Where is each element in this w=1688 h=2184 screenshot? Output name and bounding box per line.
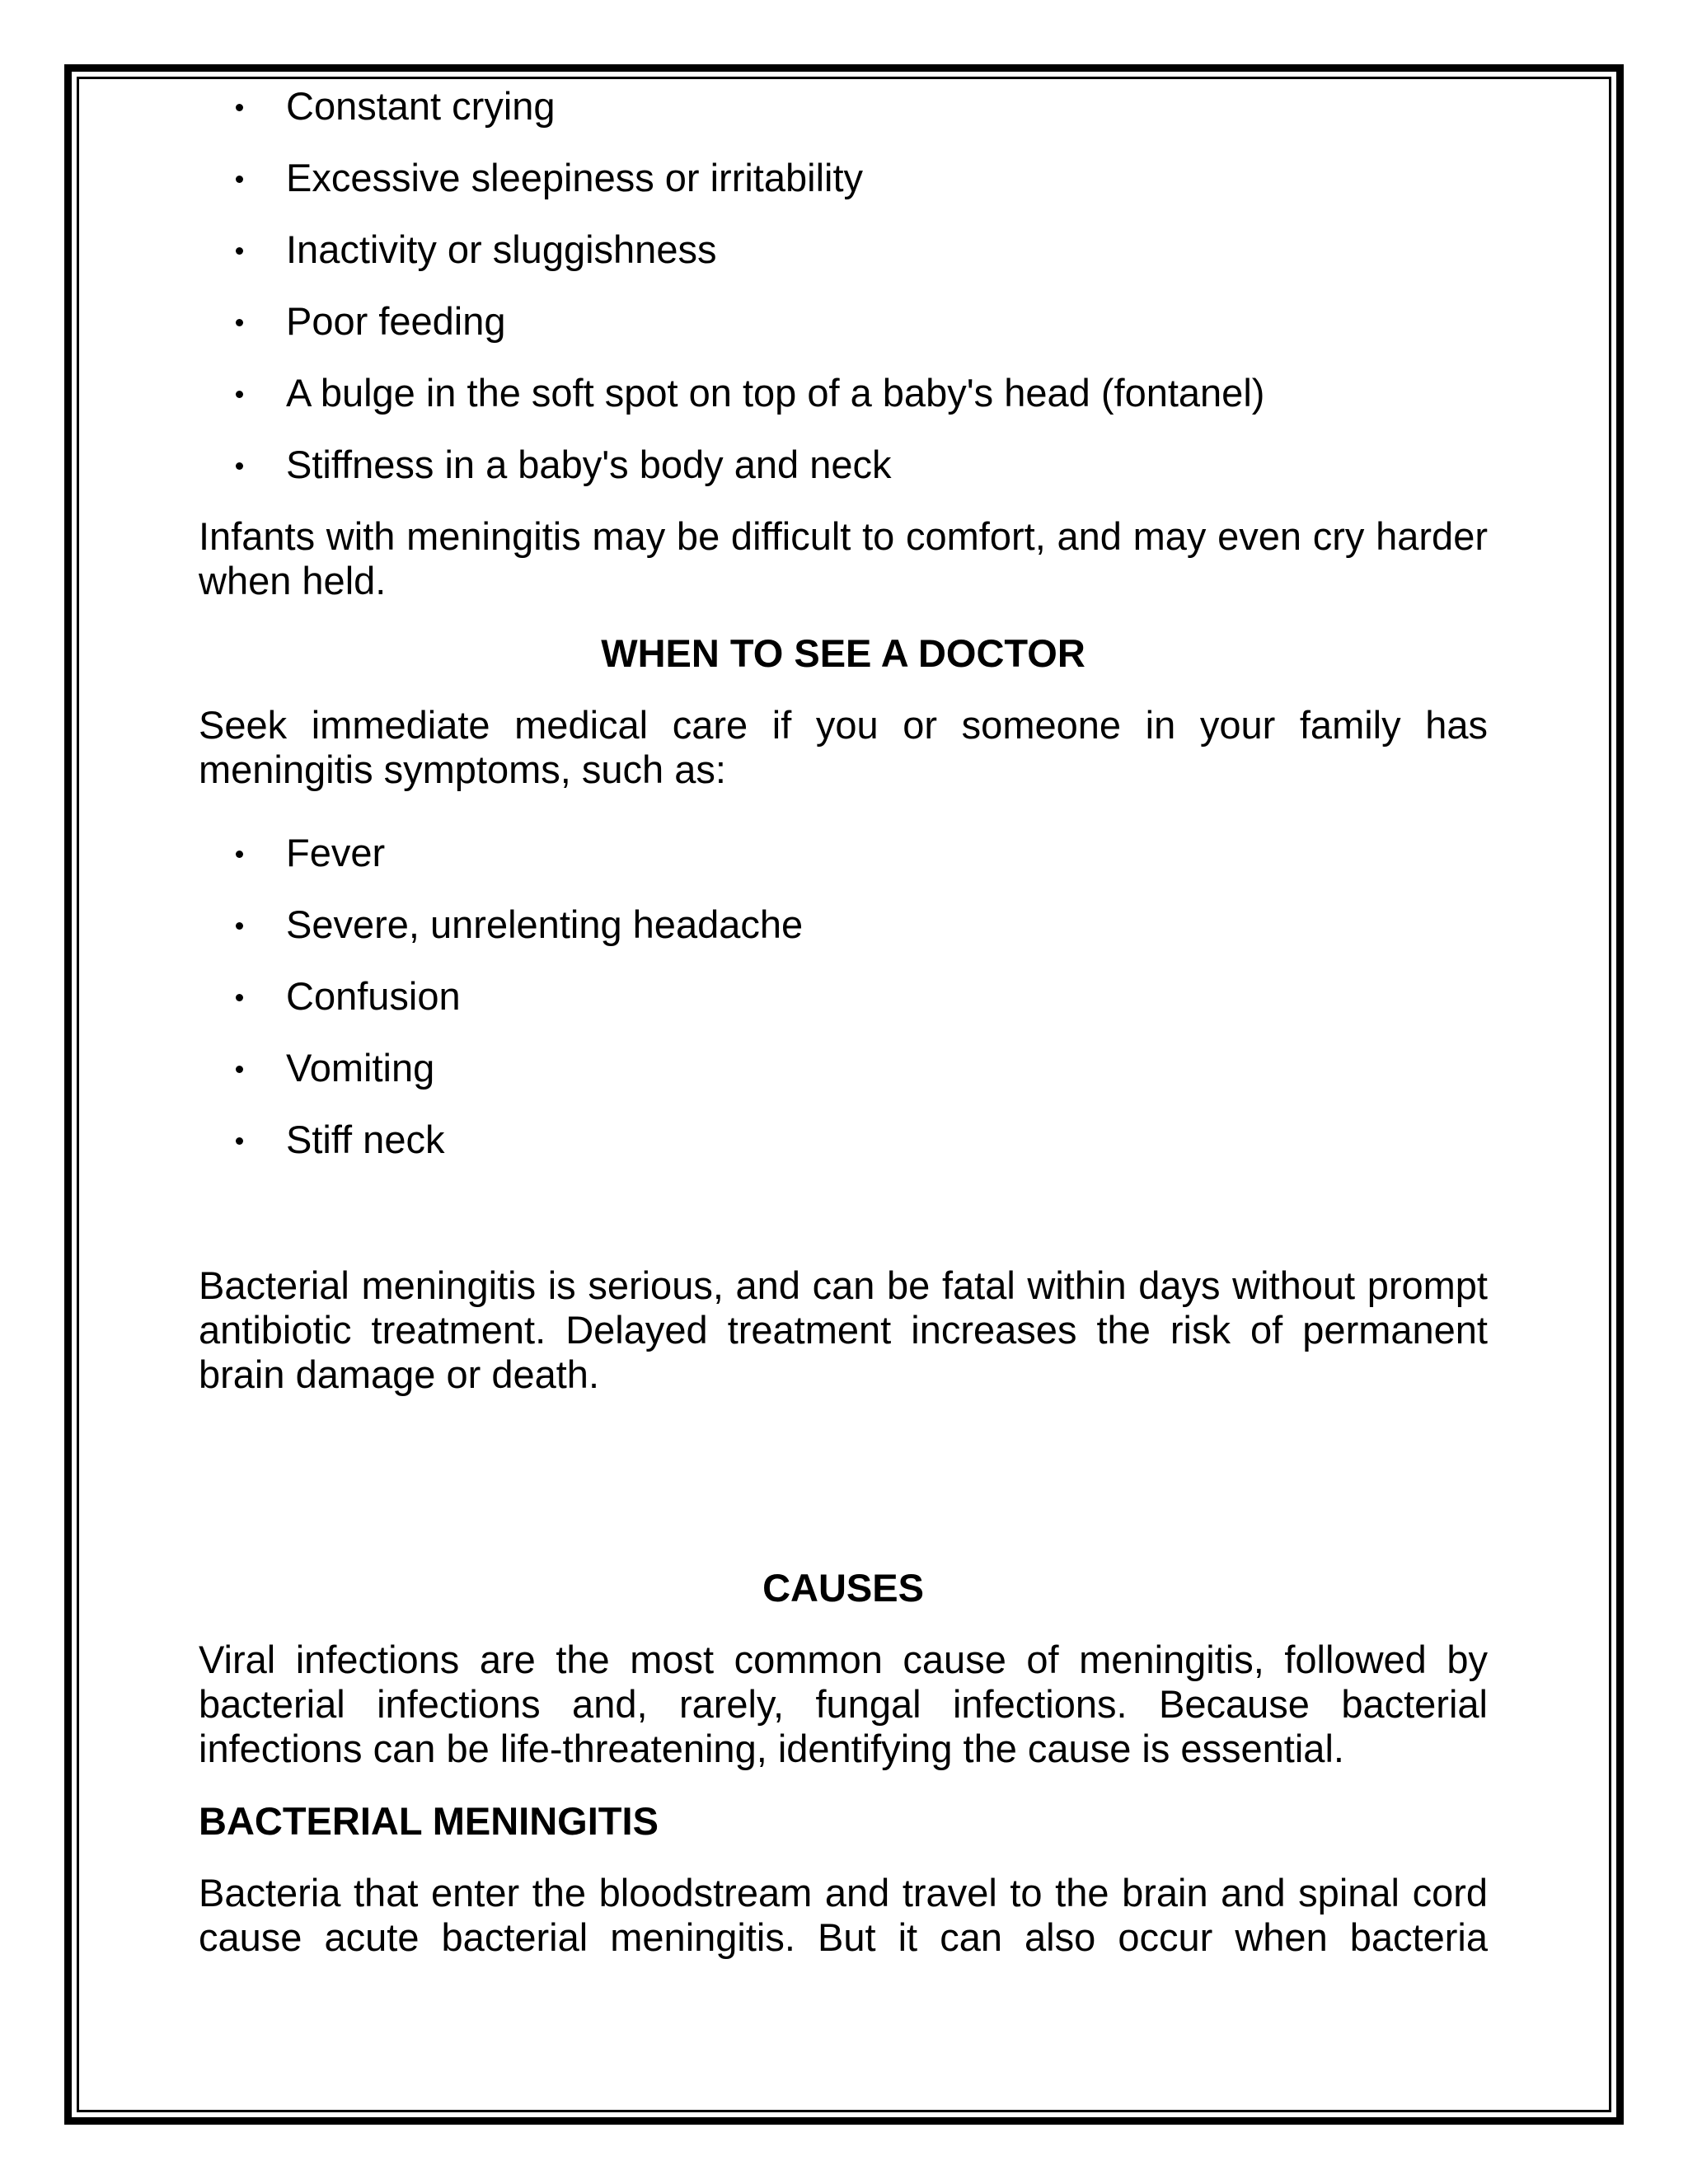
list-item-text: Constant crying xyxy=(286,84,556,128)
list-item-text: Fever xyxy=(286,831,386,874)
section-heading-doctor: WHEN TO SEE A DOCTOR xyxy=(601,631,1085,675)
paragraph-viral xyxy=(199,1638,1488,1771)
bullet-icon xyxy=(236,851,243,858)
bullet-icon xyxy=(236,247,243,255)
paragraph-line: brain damage or death. xyxy=(199,1352,599,1396)
list-item-text: Confusion xyxy=(286,974,461,1018)
paragraph-line: cause acute bacterial meningitis. But it can also occur when bacteria xyxy=(199,1915,1488,1959)
paragraph-line: infections can be life-threatening, identifying the cause is essential. xyxy=(199,1727,1344,1770)
bullet-icon xyxy=(236,176,243,183)
list-item-text: Vomiting xyxy=(286,1046,435,1090)
list-item-text: A bulge in the soft spot on top of a baby's head (fontanel) xyxy=(286,371,1265,415)
paragraph-line: Seek immediate medical care if you or someone in your family has xyxy=(199,703,1488,747)
bullet-icon xyxy=(236,994,243,1001)
bullet-icon xyxy=(236,462,243,470)
paragraph-line: when held. xyxy=(199,559,387,602)
list-item-text: Poor feeding xyxy=(286,299,506,343)
bullet-icon xyxy=(236,1066,243,1073)
bullet-icon xyxy=(236,391,243,398)
paragraph-line: bacterial infections and, rarely, fungal infections. Because bacterial xyxy=(199,1682,1488,1726)
list-item-text: Stiff neck xyxy=(286,1118,445,1161)
bullet-icon xyxy=(236,319,243,326)
section-heading-causes: CAUSES xyxy=(762,1566,924,1610)
list-item-text: Stiffness in a baby's body and neck xyxy=(286,443,892,486)
bullet-icon xyxy=(236,104,243,111)
paragraph-line: antibiotic treatment. Delayed treatment increases the risk of permanent xyxy=(199,1308,1488,1352)
paragraph-line: Bacterial meningitis is serious, and can be fatal within days without prompt xyxy=(199,1263,1488,1307)
paragraph-infants xyxy=(199,514,1488,603)
list-item-text: Inactivity or sluggishness xyxy=(286,227,717,271)
section-heading-bacterial: BACTERIAL MENINGITIS xyxy=(199,1799,659,1843)
paragraph-line: Infants with meningitis may be difficult to comfort, and may even cry harder xyxy=(199,514,1488,558)
paragraph-seek xyxy=(199,703,1488,792)
bullet-icon xyxy=(236,922,243,930)
paragraph-line: meningitis symptoms, such as: xyxy=(199,748,726,791)
bullet-icon xyxy=(236,1137,243,1145)
paragraph-line: Viral infections are the most common cause of meningitis, followed by xyxy=(199,1638,1488,1681)
list-item-text: Severe, unrelenting headache xyxy=(286,902,804,946)
paragraph-bacterial-serious xyxy=(199,1263,1488,1397)
list-item-text: Excessive sleepiness or irritability xyxy=(286,156,864,199)
paragraph-line: Bacteria that enter the bloodstream and travel to the brain and spinal cord xyxy=(199,1871,1488,1915)
paragraph-bacteria-enter xyxy=(199,1871,1488,1960)
